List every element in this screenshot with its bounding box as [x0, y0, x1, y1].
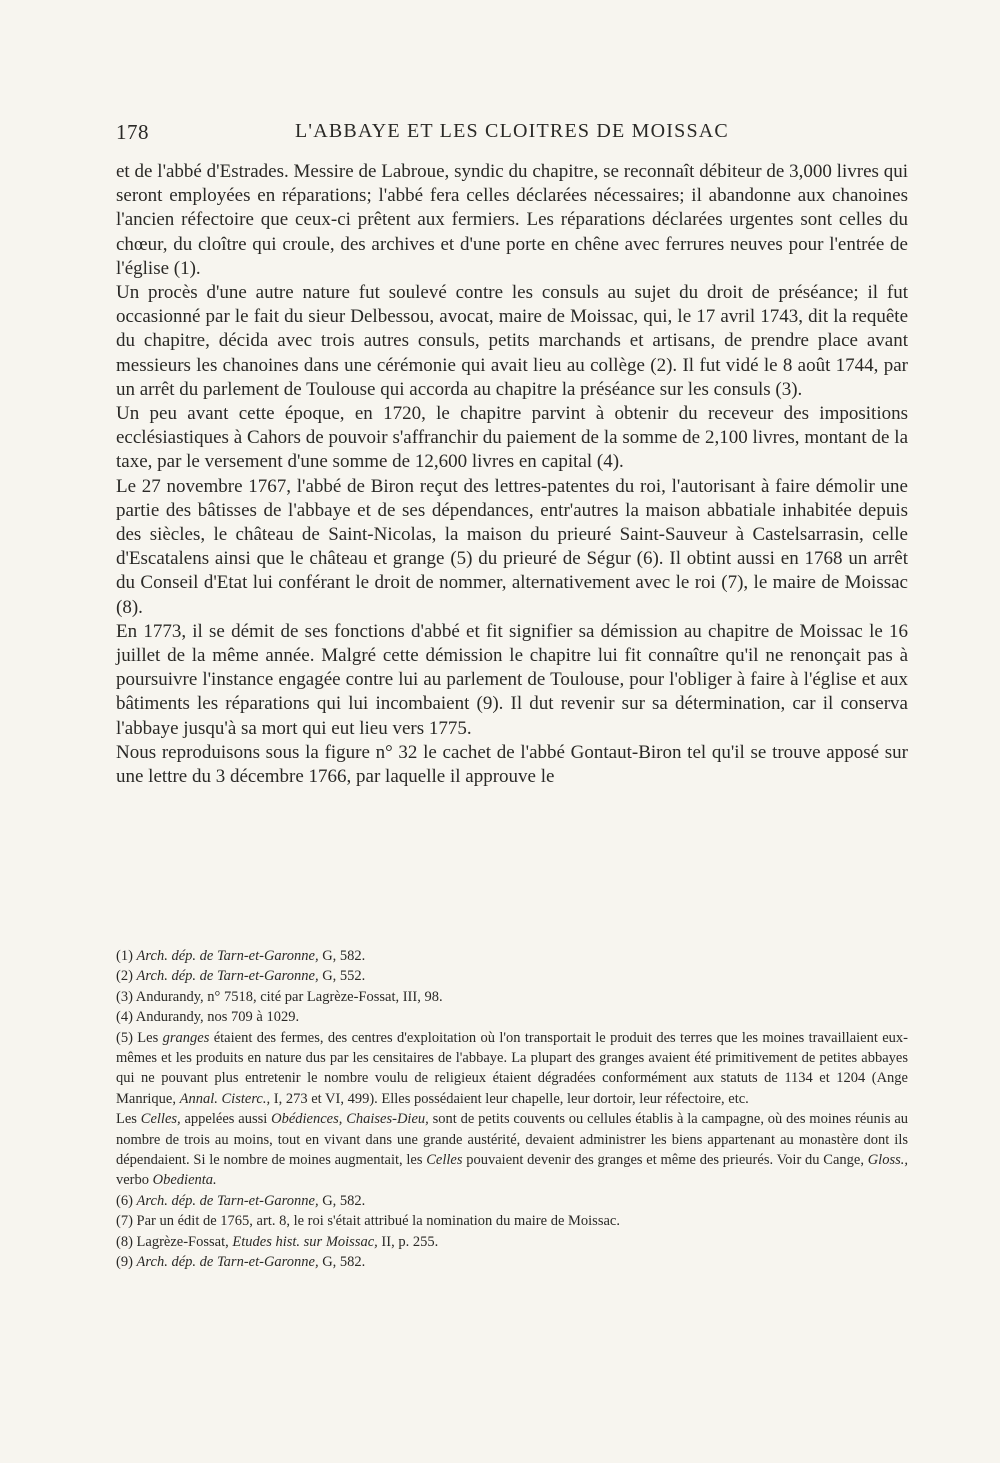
- footnote-1: [116, 946, 908, 966]
- footnote-text: verbo: [116, 1172, 150, 1189]
- footnote-term: Celles: [426, 1152, 463, 1169]
- footnote-citation: Etudes hist. sur Moissac,: [232, 1233, 378, 1250]
- running-head: [116, 118, 908, 148]
- footnote-text: I, 273 et VI, 499). Elles possédaient leur chapelle, leur dortoir, leur réfectoire, etc.: [273, 1090, 749, 1107]
- paragraph-6: Nous reproduisons sous la figure n° 32 le cachet de l'abbé Gontaut-Biron tel qu'il se trouve apposé sur une lettre du 3 décembre 1766, par laquelle il approuve le: [116, 741, 908, 788]
- footnote-text: Par un édit de 1765, art. 8, le roi s'était attribué la nomination du maire de Moissac.: [136, 1213, 620, 1230]
- footnote-5-continued: [116, 1109, 908, 1191]
- paragraph-4: Le 27 novembre 1767, l'abbé de Biron reçut des lettres-patentes du roi, l'autorisant à faire démolir une partie des bâtisses de l'abbaye et de ses dépendances, entr'autres la maison abbatiale inhabitée depuis des siècles, le château de Saint-Nicolas, la maison du prieuré Saint-Sauveur à Castelsarrasin, celle d'Escatalens ainsi que le château et grange (5) du prieuré de Ségur (6). Il obtint aussi en 1768 un arrêt du Conseil d'Etat lui conférant le droit de nommer, alternativement avec le roi (7), le maire de Moissac (8).: [116, 475, 908, 618]
- footnote-mark: (6): [116, 1192, 133, 1209]
- footnotes: [116, 946, 908, 1273]
- running-title: L'ABBAYE ET LES CLOITRES DE MOISSAC: [295, 120, 729, 142]
- footnote-6: [116, 1191, 908, 1211]
- footnote-citation: Arch. dép. de Tarn-et-Garonne,: [136, 948, 319, 964]
- footnote-reference: G, 582.: [322, 1254, 366, 1271]
- footnote-mark: (7): [116, 1213, 133, 1230]
- footnote-text: Andurandy, n° 7518, cité par Lagrèze-Fossat, III, 98.: [135, 988, 443, 1005]
- footnote-reference: G, 552.: [322, 968, 366, 985]
- footnote-term: Obédiences, Chaises-Dieu,: [271, 1111, 429, 1128]
- paragraph-5: En 1773, il se démit de ses fonctions d'abbé et fit signifier sa démission au chapitre de Moissac le 16 juillet de la même année. Malgré cette démission le chapitre lui fit connaître qu'il ne renonçait pas à poursuivre l'instance engagée contre lui au parlement de Toulouse, pour l'obliger à faire à l'église et aux bâtiments les réparations qui lui incombaient (9). Il dut revenir sur sa détermination, car il conserva l'abbaye jusqu'à sa mort qui eut lieu vers 1775.: [116, 620, 908, 739]
- footnote-term: Obedienta.: [152, 1172, 217, 1189]
- footnote-citation: Arch. dép. de Tarn-et-Garonne,: [136, 1192, 319, 1209]
- footnote-text: pouvaient devenir des granges et même des prieurés. Voir du Cange,: [466, 1152, 864, 1169]
- footnote-text: Andurandy, nos 709 à 1029.: [135, 1009, 300, 1026]
- footnote-8: [116, 1232, 908, 1252]
- footnote-text: étaient des fermes, des centres d'exploitation où l'on transportait le produit des terres que les moines travaillaient eux-mêmes et les produits en nature dus par les censitaires de l'abbaye. La plupart des granges avaient été primitivement de petites abbayes qui ne pouvant plus entretenir le nombre voulu de religieux étaient dégradées conformément aux statuts de 1134 et 1204 (Ange Manrique,: [116, 1029, 909, 1107]
- footnote-mark: (2): [116, 968, 133, 985]
- body-text: [116, 160, 908, 789]
- paragraph-1: et de l'abbé d'Estrades. Messire de Labroue, syndic du chapitre, se reconnaît débiteur de 3,000 livres qui seront employées en réparations; l'abbé fera celles déclarées nécessaires; il abandonne aux chanoines l'ancien réfectoire que ceux-ci prêtent aux fermiers. Les réparations déclarées urgentes sont celles du chœur, du cloître qui croule, des archives et d'une porte en chêne avec ferrures neuves pour l'entrée de l'église (1).: [116, 161, 908, 279]
- footnote-reference: G, 582.: [322, 1192, 366, 1209]
- footnote-text: Lagrèze-Fossat,: [136, 1233, 229, 1250]
- footnote-5: [116, 1028, 908, 1110]
- footnote-mark: (4): [116, 1009, 133, 1026]
- footnote-text: Les: [116, 1111, 137, 1128]
- footnote-mark: (5): [116, 1029, 133, 1046]
- footnote-3: [116, 987, 908, 1007]
- footnote-mark: (9): [116, 1254, 133, 1271]
- paragraph-2: Un procès d'une autre nature fut soulevé contre les consuls au sujet du droit de préséance; il fut occasionné par le fait du sieur Delbessou, avocat, maire de Moissac, qui, le 17 avril 1743, dit la requête du chapitre, décida avec trois autres consuls, petits marchands et artisans, de prendre place avant messieurs les chanoines dans une cérémonie qui avait lieu au collège (2). Il fut vidé le 8 août 1744, par un arrêt du parlement de Toulouse qui accorda au chapitre la préséance sur les consuls (3).: [116, 282, 908, 400]
- footnote-citation: Gloss.,: [867, 1152, 908, 1169]
- footnote-9: [116, 1252, 908, 1272]
- footnote-text: Les: [137, 1029, 159, 1046]
- footnote-mark: (1): [116, 948, 133, 964]
- footnote-citation: Arch. dép. de Tarn-et-Garonne,: [136, 968, 319, 985]
- footnote-citation: Annal. Cisterc.,: [179, 1090, 271, 1107]
- footnote-mark: (3): [116, 988, 133, 1005]
- page-number: 178: [116, 120, 149, 144]
- paragraph-3: Un peu avant cette époque, en 1720, le chapitre parvint à obtenir du receveur des impositions ecclésiastiques à Cahors de pouvoir s'affranchir du paiement de la somme de 2,100 livres, montant de la taxe, par le versement d'une somme de 12,600 livres en capital (4).: [116, 403, 908, 473]
- footnote-citation: Arch. dép. de Tarn-et-Garonne,: [136, 1254, 319, 1271]
- footnote-7: [116, 1211, 908, 1231]
- footnote-text: sont de petits couvents ou cellules établis à la campagne, où des moines réunis au nombre de trois au moins, tout en vivant dans une grande austérité, devaient administrer les biens appartenant au monastère dont ils dépendaient. Si le nombre de moines augmentait, les: [116, 1111, 908, 1169]
- footnote-term: Celles,: [140, 1111, 181, 1128]
- footnote-mark: (8): [116, 1233, 133, 1250]
- footnote-2: [116, 966, 908, 986]
- footnote-4: [116, 1007, 908, 1027]
- footnote-term: granges: [162, 1029, 210, 1046]
- footnote-text: appelées aussi: [184, 1111, 268, 1128]
- footnote-reference: G, 582.: [322, 948, 366, 964]
- footnote-reference: II, p. 255.: [381, 1233, 439, 1250]
